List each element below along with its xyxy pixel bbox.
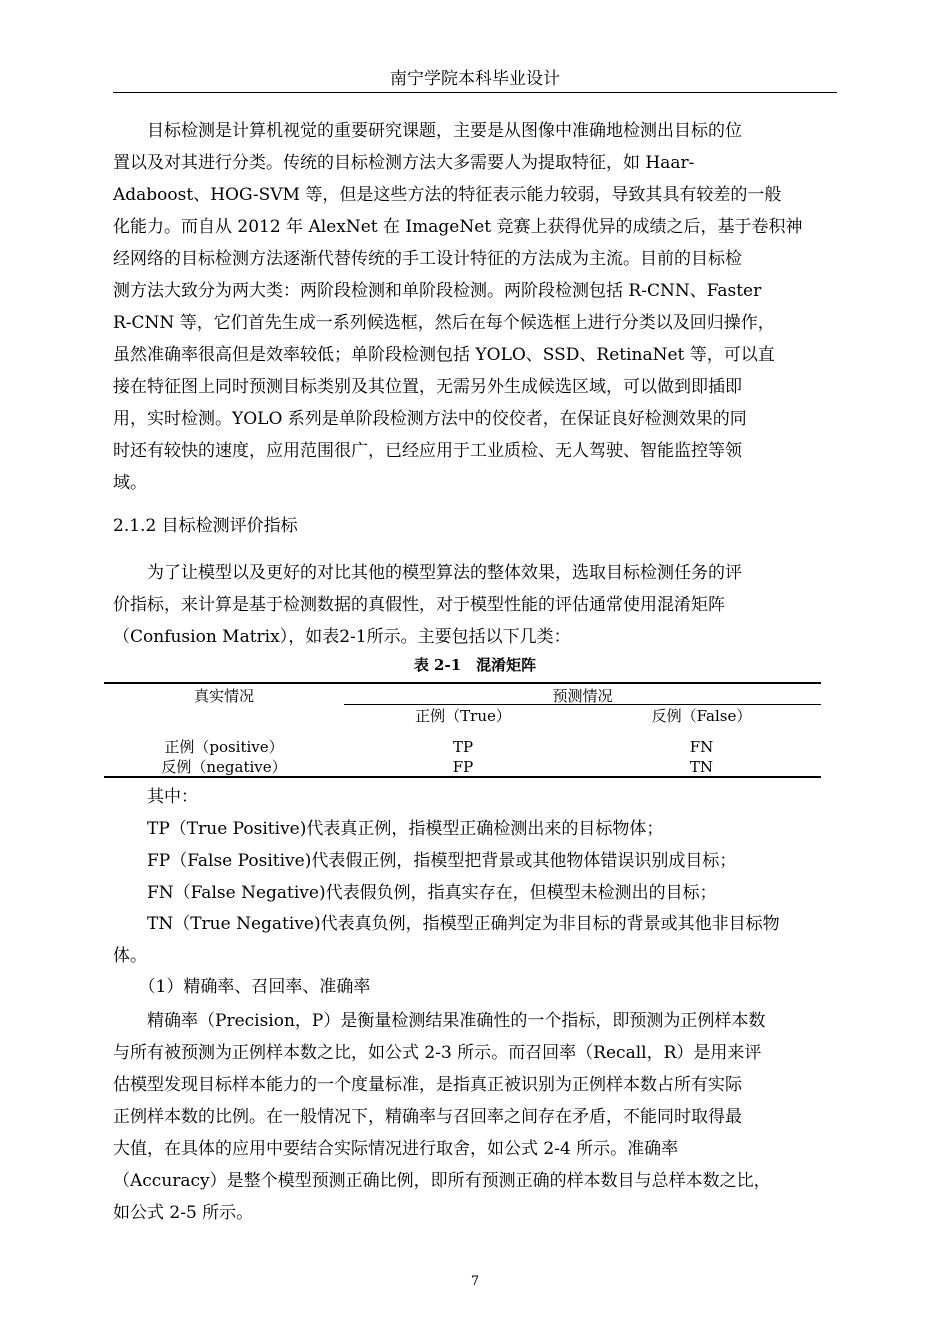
definition-tn: TN（True Negative)代表真负例，指模型正确判定为非目标的背景或其他非目标物 bbox=[113, 914, 780, 934]
intro-paragraph-line: 时还有较快的速度，应用范围很广，已经应用于工业质检、无人驾驶、智能监控等领 bbox=[113, 441, 742, 461]
precision-paragraph-line: 精确率（Precision，P）是衡量检测结果准确性的一个指标，即预测为正例样本数 bbox=[113, 1011, 766, 1031]
definition-fp: FP（False Positive)代表假正例，指模型把背景或其他物体错误识别成目标； bbox=[113, 851, 737, 871]
precision-paragraph-line: 估模型发现目标样本能力的一个度量标准，是指真正被识别为正例样本数占所有实际 bbox=[113, 1075, 742, 1095]
subheader-true: 正例（True） bbox=[415, 707, 511, 725]
intro-paragraph-line: R-CNN 等，它们首先生成一系列候选框，然后在每个候选框上进行分类以及回归操作， bbox=[113, 313, 775, 333]
intro-paragraph-line: 虽然准确率很高但是效率较低；单阶段检测包括 YOLO、SSD、RetinaNet 等，可以直 bbox=[113, 345, 775, 365]
col-predicted-header: 预测情况 bbox=[552, 687, 613, 705]
definition-fn: FN（False Negative)代表假负例，指真实存在，但模型未检测出的目标； bbox=[113, 883, 717, 903]
subheader-false: 反例（False） bbox=[651, 707, 752, 725]
cell-tn: TN bbox=[689, 758, 714, 776]
precision-paragraph bbox=[113, 1005, 837, 1229]
precision-paragraph-line: 大值，在具体的应用中要结合实际情况进行取舍，如公式 2-4 所示。准确率 bbox=[113, 1139, 679, 1159]
definition-tn-cont: 体。 bbox=[113, 946, 147, 966]
definition-tp: TP（True Positive)代表真正例，指模型正确检测出来的目标物体； bbox=[113, 819, 664, 839]
metrics-paragraph-line: （Confusion Matrix），如表2-1所示。主要包括以下几类： bbox=[113, 627, 571, 647]
metrics-paragraph-line: 为了让模型以及更好的对比其他的模型算法的整体效果，选取目标检测任务的评 bbox=[113, 563, 742, 583]
intro-paragraph-line: 置以及对其进行分类。传统的目标检测方法大多需要人为提取特征，如 Haar- bbox=[113, 153, 695, 173]
table-bottom-rule bbox=[104, 776, 821, 778]
table-mid-rule bbox=[344, 704, 821, 705]
metrics-paragraph-line: 价指标，来计算是基于检测数据的真假性，对于模型性能的评估通常使用混淆矩阵 bbox=[113, 595, 725, 615]
precision-paragraph-line: 与所有被预测为正例样本数之比，如公式 2-3 所示。而召回率（Recall，R）是用来评 bbox=[113, 1043, 762, 1063]
precision-paragraph-line: 正例样本数的比例。在一般情况下，精确率与召回率之间存在矛盾，不能同时取得最 bbox=[113, 1107, 742, 1127]
intro-paragraph-line: 接在特征图上同时预测目标类别及其位置，无需另外生成候选区域，可以做到即插即 bbox=[113, 377, 742, 397]
page-number: 7 bbox=[470, 1274, 480, 1289]
intro-paragraph-line: Adaboost、HOG-SVM 等，但是这些方法的特征表示能力较弱，导致其具有较差的一般 bbox=[113, 185, 782, 205]
cell-fp: FP bbox=[452, 758, 474, 776]
table-top-rule bbox=[104, 682, 821, 684]
intro-paragraph-line: 目标检测是计算机视觉的重要研究课题，主要是从图像中准确地检测出目标的位 bbox=[113, 121, 742, 141]
intro-paragraph-line: 用，实时检测。YOLO 系列是单阶段检测方法中的佼佼者，在保证良好检测效果的同 bbox=[113, 409, 747, 429]
header-rule bbox=[113, 92, 837, 93]
table-caption: 表 2-1 混淆矩阵 bbox=[413, 656, 537, 674]
col-actual-header: 真实情况 bbox=[193, 687, 254, 705]
intro-paragraph-line: 测方法大致分为两大类：两阶段检测和单阶段检测。两阶段检测包括 R-CNN、Faster bbox=[113, 281, 762, 301]
intro-paragraph-line: 域。 bbox=[113, 473, 147, 493]
definitions-intro: 其中： bbox=[113, 787, 198, 807]
cell-fn: FN bbox=[689, 738, 714, 756]
precision-paragraph-line: 如公式 2-5 所示。 bbox=[113, 1203, 254, 1223]
precision-paragraph-line: （Accuracy）是整个模型预测正确比例，即所有预测正确的样本数目与总样本数之比， bbox=[113, 1171, 771, 1191]
section-heading: 2.1.2 目标检测评价指标 bbox=[113, 516, 298, 536]
row-label-negative: 反例（negative） bbox=[161, 758, 287, 776]
metrics-paragraph bbox=[113, 557, 837, 653]
cell-tp: TP bbox=[452, 738, 474, 756]
intro-paragraph bbox=[113, 115, 837, 499]
subsection-heading: （1）精确率、召回率、准确率 bbox=[113, 977, 371, 997]
intro-paragraph-line: 化能力。而自从 2012 年 AlexNet 在 ImageNet 竞赛上获得优异的成绩之后，基于卷积神 bbox=[113, 217, 803, 237]
intro-paragraph-line: 经网络的目标检测方法逐渐代替传统的手工设计特征的方法成为主流。目前的目标检 bbox=[113, 249, 742, 269]
row-label-positive: 正例（positive） bbox=[164, 738, 284, 756]
page-header: 南宁学院本科毕业设计 bbox=[390, 69, 560, 89]
